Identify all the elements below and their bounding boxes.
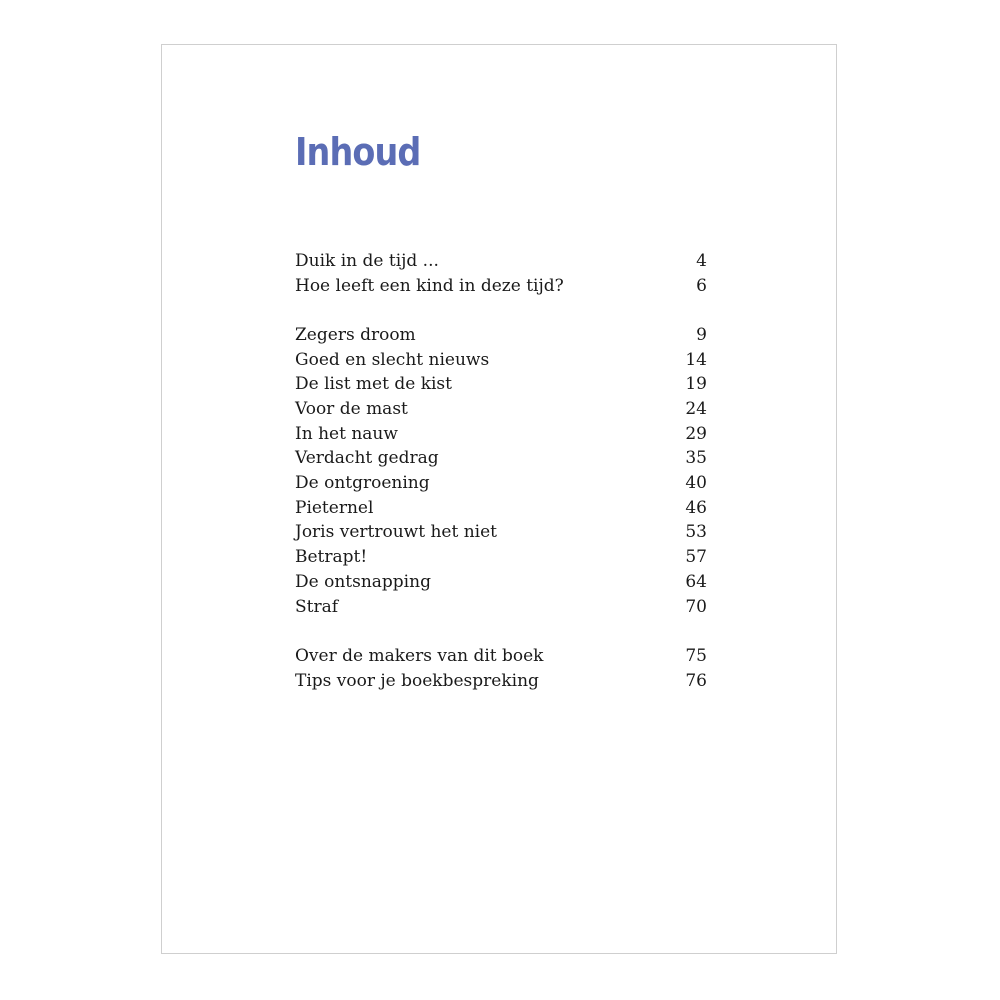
toc-entry-title: De ontgroening (295, 473, 430, 494)
toc-entry[interactable] (295, 570, 707, 595)
toc-entry-page: 24 (685, 399, 707, 420)
toc-entry[interactable] (295, 446, 707, 471)
toc-entry[interactable] (295, 274, 707, 299)
toc-entry-title: Over de makers van dit boek (295, 645, 544, 666)
toc-entry[interactable] (295, 422, 707, 447)
toc-entry[interactable] (295, 471, 707, 496)
toc-entry-page: 46 (685, 497, 707, 518)
toc-entry-title: Zegers droom (295, 324, 416, 345)
toc-entry-page: 6 (696, 275, 707, 296)
toc-group-chapters (295, 323, 707, 619)
toc-entry-title: Pieternel (295, 497, 374, 518)
toc-entry[interactable] (295, 595, 707, 620)
toc-entry[interactable] (295, 397, 707, 422)
toc-entry-page: 40 (685, 473, 707, 494)
toc-entry-title: Duik in de tijd ... (295, 251, 439, 271)
toc-group-appendix (295, 644, 707, 693)
toc-entry-page: 29 (685, 423, 707, 444)
toc-entry[interactable] (295, 496, 707, 521)
toc-entry[interactable] (295, 323, 707, 348)
toc-entry-page: 70 (685, 596, 707, 617)
table-of-contents (295, 249, 707, 718)
toc-entry-page: 53 (685, 522, 707, 543)
toc-entry-title: Goed en slecht nieuws (295, 349, 490, 370)
toc-entry-title: Voor de mast (295, 399, 408, 420)
toc-entry[interactable] (295, 372, 707, 397)
page-title: Inhoud (295, 130, 421, 174)
toc-entry-title: Tips voor je boekbespreking (295, 670, 539, 691)
toc-entry[interactable] (295, 520, 707, 545)
toc-entry-page: 57 (685, 547, 707, 568)
toc-entry-title: Verdacht gedrag (295, 448, 439, 469)
toc-entry-title: Hoe leeft een kind in deze tijd? (295, 275, 564, 296)
toc-entry-page: 14 (685, 349, 707, 370)
toc-entry-title: De ontsnapping (295, 571, 431, 592)
toc-entry-page: 4 (696, 251, 707, 271)
toc-entry-page: 76 (685, 670, 707, 691)
toc-entry-page: 64 (685, 571, 707, 592)
toc-entry-page: 35 (685, 448, 707, 469)
toc-entry[interactable] (295, 348, 707, 373)
toc-entry-page: 75 (685, 645, 707, 666)
toc-group-intro (295, 249, 707, 298)
toc-entry-page: 9 (696, 324, 707, 345)
toc-entry-title: In het nauw (295, 423, 398, 444)
toc-entry[interactable] (295, 249, 707, 274)
toc-entry[interactable] (295, 644, 707, 669)
toc-entry-page: 19 (685, 374, 707, 395)
toc-entry-title: Straf (295, 596, 339, 617)
toc-entry[interactable] (295, 545, 707, 570)
book-page (161, 44, 837, 954)
toc-entry[interactable] (295, 669, 707, 694)
toc-entry-title: De list met de kist (295, 374, 452, 395)
toc-entry-title: Joris vertrouwt het niet (295, 522, 497, 543)
toc-entry-title: Betrapt! (295, 547, 368, 568)
